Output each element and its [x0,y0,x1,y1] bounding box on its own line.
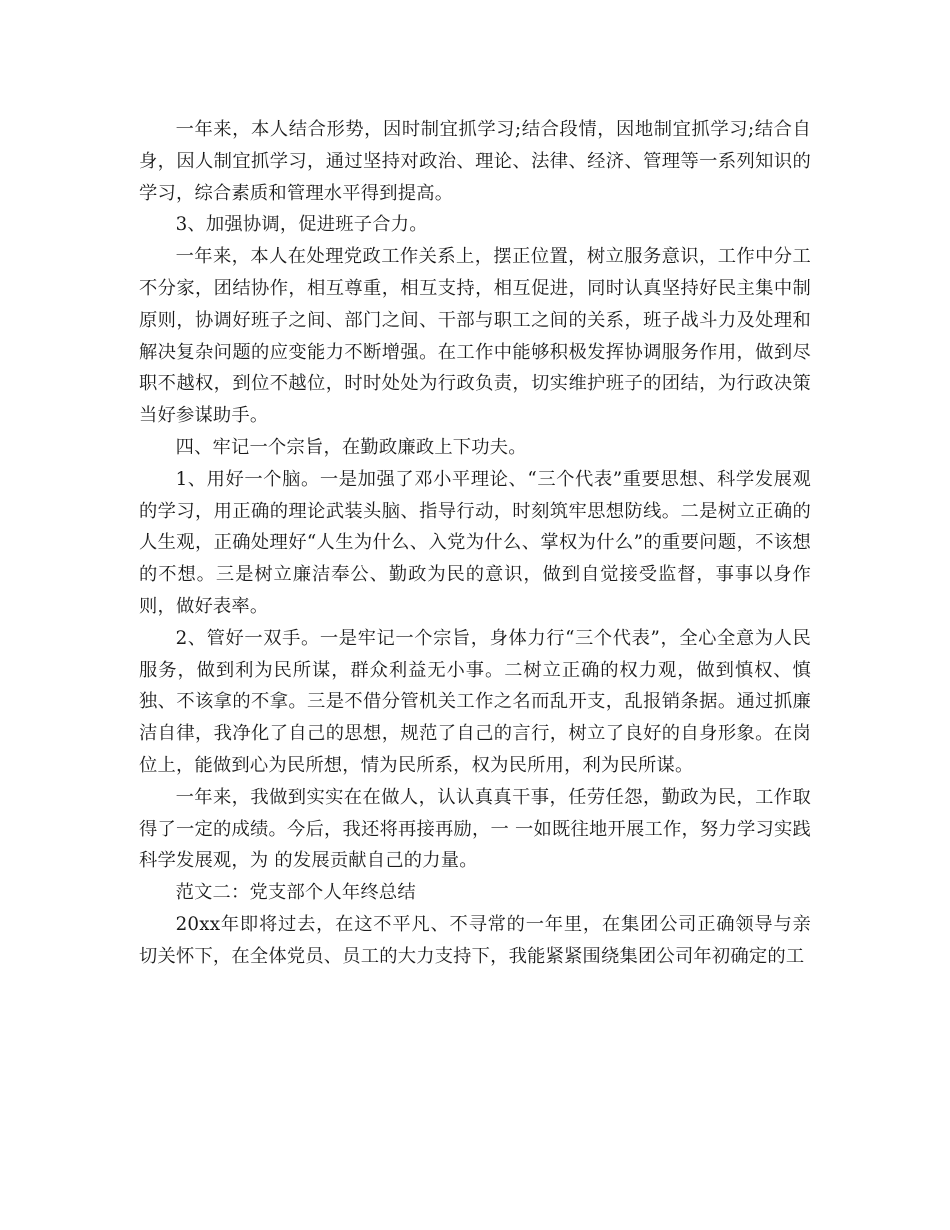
paragraph-use-brain: 1、用好一个脑。一是加强了邓小平理论、“三个代表”重要思想、科学发展观的学习，用正确的理论武装头脑、指导行动，时刻筑牢思想防线。二是树立正确的人生观，正确处理好“人生为什么、入党为什么、掌权为什么”的重要问题，不该想的不想。三是树立廉洁奉公、勤政为民的意识，做到自觉接受监督，事事以身作则，做好表率。 [139,468,811,617]
document-body [139,114,811,973]
heading-coordination: 3、加强协调，促进班子合力。 [175,214,428,236]
paragraph-coordination: 一年来，本人在处理党政工作关系上，摆正位置，树立服务意识，工作中分工不分家，团结协作，相互尊重，相互支持，相互促进，同时认真坚持好民主集中制原则，协调好班子之间、部门之间、干部与职工之间的关系，班子战斗力及处理和解决复杂问题的应变能力不断增强。在工作中能够积极发挥协调服务作用，做到尽职不越权，到位不越位，时时处处为行政负责，切实维护班子的团结，为行政决策当好参谋助手。 [139,246,811,427]
paragraph-conclusion: 一年来，我做到实实在在做人，认认真真干事，任劳任怨，勤政为民，工作取得了一定的成绩。今后，我还将再接再励，一 一如既往地开展工作，努力学习实践科学发展观，为 的发展贡献自己的力量。 [139,786,811,872]
heading-integrity: 四、牢记一个宗旨，在勤政廉政上下功夫。 [175,436,527,458]
paragraph-sample-two-intro: 20xx年即将过去，在这不平凡、不寻常的一年里，在集团公司正确领导与亲切关怀下，在全体党员、员工的大力支持下，我能紧紧围绕集团公司年初确定的工 [139,913,811,967]
heading-sample-two: 范文二：党支部个人年终总结 [175,882,416,904]
paragraph-manage-hands: 2、管好一双手。一是牢记一个宗旨，身体力行“三个代表”，全心全意为人民服务，做到利为民所谋，群众利益无小事。二树立正确的权力观，做到慎权、慎独、不该拿的不拿。三是不借分管机关工作之名而乱开支，乱报销条据。通过抓廉洁自律，我净化了自己的思想，规范了自己的言行，树立了良好的自身形象。在岗位上，能做到心为民所想，情为民所系，权为民所用，利为民所谋。 [139,627,811,776]
paragraph-study: 一年来，本人结合形势，因时制宜抓学习;结合段情，因地制宜抓学习;结合自身，因人制宜抓学习，通过坚持对政治、理论、法律、经济、管理等一系列知识的学习，综合素质和管理水平得到提高。 [139,119,811,204]
